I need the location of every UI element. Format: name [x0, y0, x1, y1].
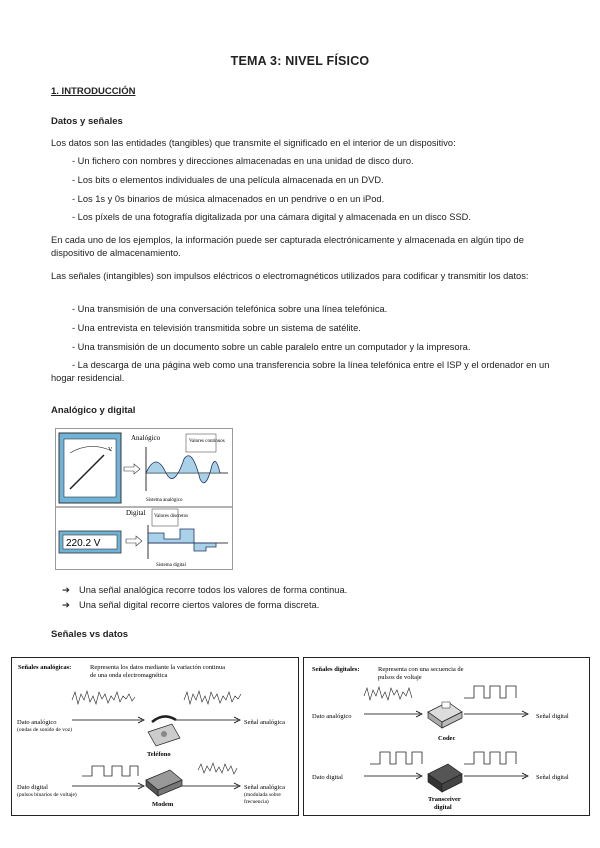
section-heading-introduccion: 1. INTRODUCCIÓN [51, 86, 136, 97]
display-value: 220.2 V [66, 538, 101, 549]
meter-unit: V [108, 447, 113, 453]
analog-title: Analógico [131, 434, 161, 442]
list-item: - Un fichero con nombres y direcciones almacenadas en una unidad de disco duro. [72, 156, 414, 166]
valores-discretos-label: Valores discretos [154, 514, 189, 519]
bullet-arrow-icon: ➔ [62, 600, 70, 610]
list-item: - Una transmisión de un documento sobre un cable paralelo entre un computador y la impresora. [72, 342, 471, 352]
telephone-icon [148, 716, 180, 746]
analog-digital-figure [55, 428, 233, 570]
bullet-item: Una señal digital recorre ciertos valores de forma discreta. [79, 600, 320, 610]
senal-analogica2-label: Señal analógica [244, 784, 285, 791]
sistema-analogico-label: Sistema analógico [146, 498, 183, 503]
digital-wave [148, 529, 216, 551]
bullet-arrow-icon: ➔ [62, 585, 70, 595]
analog-wave [146, 456, 220, 483]
dato-analogico-sub: (ondas de sonido de voz) [17, 727, 72, 733]
modem-icon [146, 770, 182, 796]
senal-analogica2-sub2: frecuencia) [244, 799, 269, 805]
fig3-head-text1: Representa con una secuencia de [378, 666, 464, 673]
subheading-analogico-digital: Analógico y digital [51, 405, 136, 416]
dato-digital3-label: Dato digital [312, 774, 343, 781]
subheading-senales-vs-datos: Señales vs datos [51, 629, 129, 640]
senal-analogica2-sub1: (modulada sobre [244, 792, 281, 798]
senales-intro: Las señales (intangibles) son impulsos eléctricos o electromagnéticos utilizados para codificar y transmitir los datos: [51, 271, 529, 281]
page-title: TEMA 3: NIVEL FÍSICO [230, 54, 370, 68]
fig3-head-text2: pulsos de voltaje [378, 674, 422, 681]
voice-wave-output [184, 691, 241, 704]
valores-continuos-label: Valores continuos [189, 439, 225, 444]
digital-pulse-output [464, 686, 516, 698]
analog-signals-figure [11, 657, 299, 816]
list-item: - Los píxels de una fotografía digitalizada por una cámara digital y almacenada en un disco SSD. [72, 212, 471, 222]
list-item: - La descarga de una página web como una transferencia sobre la línea telefónica entre el ISP y el ordenador en un hogar residencial. [51, 360, 550, 383]
senal-digital2-label: Señal digital [536, 774, 569, 781]
digital-pulse-input [370, 752, 422, 764]
modulated-wave-output [198, 763, 237, 774]
list-item: - Los 1s y 0s binarios de música almacenados en un pendrive o en un iPod. [72, 194, 385, 204]
codec-icon [428, 702, 462, 728]
list-item: - Una entrevista en televisión transmitida sobre un sistema de satélite. [72, 323, 361, 333]
transceiver-label: Transceiver [428, 796, 461, 803]
codec-label: Codec [438, 735, 456, 742]
telefono-label: Teléfono [147, 751, 171, 758]
list-item: - Los bits o elementos individuales de una película almacenada en un DVD. [72, 175, 384, 185]
fig2-head-bold: Señales analógicas: [18, 664, 72, 671]
sistema-digital-label: Sistema digital [156, 563, 186, 568]
bullet-item: Una señal analógica recorre todos los valores de forma continua. [79, 585, 348, 595]
senal-digital-label: Señal digital [536, 713, 569, 720]
dato-digital-label: Dato digital [17, 784, 48, 791]
binary-pulse-input [82, 766, 138, 776]
fig2-head-text2: de una onda electromagnética [90, 672, 168, 679]
digital-pulse-output2 [464, 752, 516, 764]
fig2-head-text1: Representa los datos mediante la variación continua [90, 664, 226, 671]
transceiver-icon [428, 764, 462, 792]
dato-analogico3-label: Dato analógico [312, 713, 352, 720]
datos-intro: Los datos son las entidades (tangibles) que transmite el significado en el interior de un dispositivo: [51, 138, 456, 148]
dato-digital-sub: (pulsos binarios de voltaje) [17, 792, 77, 798]
digital-signals-figure [303, 657, 590, 816]
list-item: - Una transmisión de una conversación telefónica sobre una línea telefónica. [72, 304, 388, 314]
digital-title: Digital [126, 509, 146, 517]
analog-data-wave [364, 687, 412, 700]
dato-analogico-label: Dato analógico [17, 719, 57, 726]
subheading-datos-senales: Datos y señales [51, 116, 123, 127]
ejemplos-paragraph: En cada uno de los ejemplos, la información puede ser capturada electrónicamente y almacenada en algún tipo de dispositivo de almacenamiento. [51, 235, 524, 258]
transceiver-label-2: digital [434, 804, 452, 811]
voice-wave-input [72, 691, 135, 704]
modem-label: Modem [152, 801, 174, 808]
fig3-head-bold: Señales digitales: [312, 666, 360, 673]
senal-analogica-label: Señal analógica [244, 719, 285, 726]
